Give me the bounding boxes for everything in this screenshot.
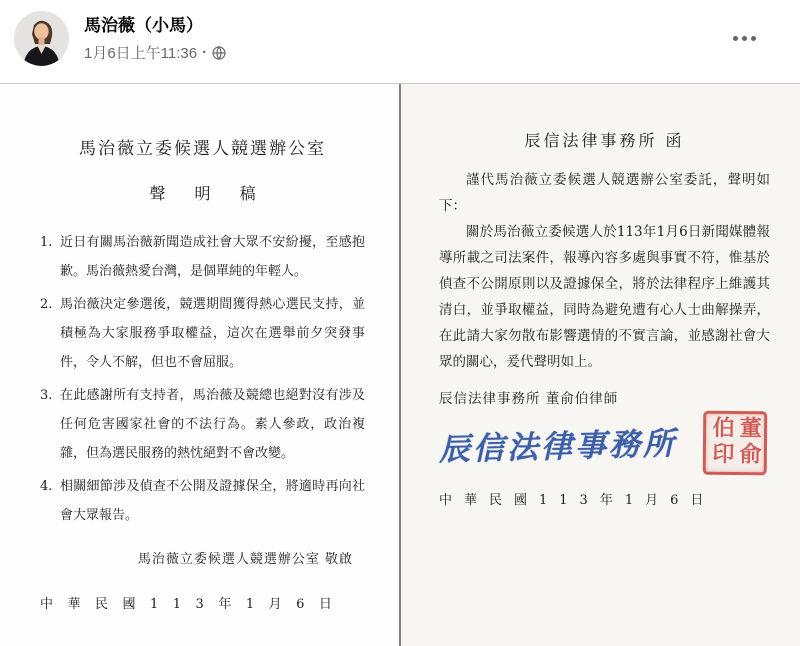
photo-right-letter[interactable] [401,84,800,646]
ellipsis-dot [751,36,756,41]
stamp-row [438,415,770,475]
letter-paragraph-1: 謹代馬治薇立委候選人競選辦公室委託，聲明如下： [439,172,770,214]
statement-signoff: 馬治薇立委候選人競選辦公室 敬啟 [137,552,353,567]
author-name[interactable]: 馬治薇（小馬） [84,16,203,35]
letter-title: 辰信法律事務所 函 [524,131,685,150]
avatar[interactable] [14,11,69,66]
ellipsis-dot [742,36,747,41]
statement-list [40,228,365,530]
item-number: 3. [40,388,53,403]
item-number: 1. [40,235,53,250]
item-text: 相關細節涉及偵查不公開及證據保全，將適時再向社會大眾報告。 [60,479,365,523]
author-block [84,14,226,63]
letter-paragraph-2: 關於馬治薇立委候選人於113年1月6日新聞媒體報導所載之司法案件，報導內容多處與事實不符，惟基於偵查不公開原則以及證據保全，將於法律程序上維護其清白，並爭取權益，同時為避免遭有心人士曲解操弄，在此請大家勿散布影響選情的不實言論，並感謝社會大眾的關心，爰代聲明如上。 [439,224,770,370]
statement-document [0,84,399,612]
item-text: 近日有關馬治薇新聞造成社會大眾不安紛擾，至感抱歉。馬治薇熱愛台灣，是個單純的年輕人。 [60,235,365,279]
law-firm-letter [401,84,800,508]
letter-signature-line: 辰信法律事務所 董俞伯律師 [439,391,619,407]
profile-photo-image [14,11,69,66]
item-text: 馬治薇決定參選後，競選期間獲得熱心選民支持，並積極為大家服務爭取權益，這次在選舉前夕突發事件，令人不解，但也不會屈服。 [60,297,365,370]
photo-left-statement[interactable] [0,84,399,646]
post-meta [84,42,226,63]
law-firm-calligraphy-stamp: 辰信法律事務所 [438,425,678,469]
post-header [0,0,800,83]
statement-item [40,228,365,286]
statement-date: 中華民國113年1月6日 [40,597,347,612]
statement-item [40,472,365,530]
item-text: 在此感謝所有支持者，馬治薇及競總也絕對沒有涉及任何危害國家社會的不法行為。素人參政，政治複雜，但為選民服務的熱忱絕對不會改變。 [60,388,365,461]
red-seal-stamp [703,411,768,476]
globe-icon [212,46,226,60]
seal-text: 董俞伯印 [708,415,763,469]
statement-title: 馬治薇立委候選人競選辦公室 [79,139,326,159]
more-options-button[interactable] [727,30,762,47]
statement-item [40,290,365,377]
item-number: 4. [40,479,53,494]
ellipsis-dot [733,36,738,41]
statement-subtitle: 聲 明 稿 [149,184,268,203]
timestamp[interactable]: 1月6日上午11:36 [84,45,198,62]
post-photos [0,83,800,646]
meta-separator: · [202,44,208,61]
statement-item [40,381,365,468]
letter-date: 中華民國113年1月6日 [439,493,716,508]
item-number: 2. [40,297,53,312]
